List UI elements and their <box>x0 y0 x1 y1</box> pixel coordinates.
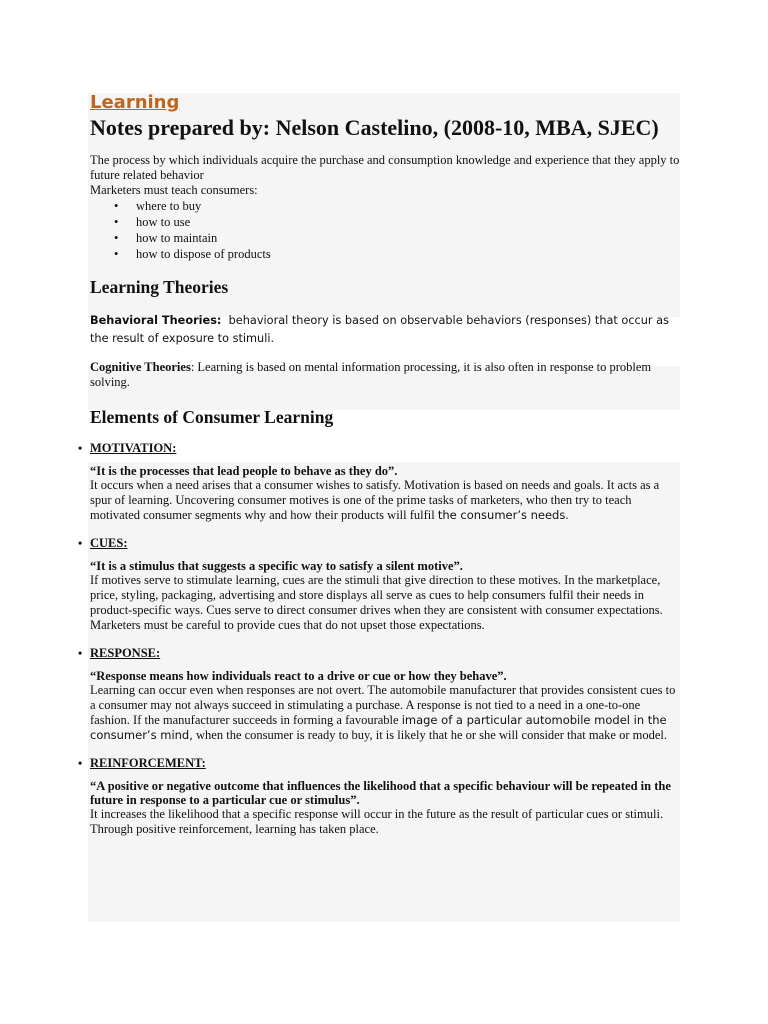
learning-theories-heading: Learning Theories <box>90 277 229 297</box>
teach-list <box>90 198 680 262</box>
marketers-teach-line: Marketers must teach consumers: <box>90 183 258 197</box>
cues-text: If motives serve to stimulate learning, cues are the stimuli that give direction to these motives. In the marketplace, price, styling, packaging, advertising and store displays all serve as cues to help consumers fulfil their needs in product-specific ways. Cues serve to direct consumer drives when they are consistent with consumer expectations. Marketers must be careful to provide cues that do not upset those expectations. <box>90 573 663 632</box>
motivation-section <box>78 440 680 523</box>
list-item: • where to buy <box>114 199 202 213</box>
behavioral-theories-text: behavioral theory is based on observable behaviors (responses) that occur as the result of exposure to stimuli. <box>90 314 669 345</box>
bullet-icon: • <box>114 231 119 245</box>
motivation-text: It occurs when a need arises that a consumer wishes to satisfy. Motivation is based on needs and goals. It acts as a spur of learning. Uncovering consumer motives is one of the prime tasks of marketers, who then try to teach motivated consumer segments why and how their products will fulfil the consumer’s needs. <box>90 478 660 522</box>
bullet-icon: • <box>114 199 119 213</box>
list-item: • how to maintain <box>114 231 218 245</box>
motivation-quote: “It is the processes that lead people to behave as they do”. <box>90 464 398 478</box>
bullet-icon: • <box>114 215 119 229</box>
reinforcement-quote: “A positive or negative outcome that influences the likelihood that a specific behaviour will be repeated in the future in response to a particular cue or stimulus”. <box>90 779 671 807</box>
cognitive-theories-text: : Learning is based on mental information processing, it is also often in response to problem solving. <box>90 360 652 389</box>
response-section <box>78 645 680 743</box>
behavioral-theories-paragraph <box>90 312 680 348</box>
response-text: Learning can occur even when responses are not overt. The automobile manufacturer that provides consistent cues to a consumer may not always succeed in stimulating a purchase. A response is not tied to a need in a one-to-one fashion. If the manufacturer succeeds in forming a favourable image of a particular automobile model in the consumer’s mind, when the consumer is ready to buy, it is likely that he or she will consider that make or model. <box>90 683 676 742</box>
bullet-icon: • <box>114 247 119 261</box>
reinforcement-section <box>78 755 680 837</box>
prepared-by-heading: Notes prepared by: Nelson Castelino, (2008-10, MBA, SJEC) <box>90 115 659 140</box>
reinforcement-heading: • REINFORCEMENT: <box>78 756 206 770</box>
list-item: • how to use <box>114 215 191 229</box>
bullet-icon: • <box>78 441 83 455</box>
response-heading: • RESPONSE: <box>78 646 161 660</box>
cues-section <box>78 535 680 633</box>
cognitive-theories-paragraph <box>90 360 680 390</box>
cognitive-theories-label: Cognitive Theories <box>90 360 191 374</box>
bullet-icon: • <box>78 756 83 770</box>
document-content <box>78 92 680 837</box>
motivation-heading: • MOTIVATION: <box>78 441 177 455</box>
learning-definition: The process by which individuals acquire the purchase and consumption knowledge and experience that they apply to future related behavior <box>90 153 680 182</box>
elements-heading: Elements of Consumer Learning <box>90 407 334 427</box>
document-title-link[interactable]: Learning <box>90 92 180 113</box>
reinforcement-text: It increases the likelihood that a specific response will occur in the future as the result of particular cues or stimuli. Through positive reinforcement, learning has taken place. <box>90 807 664 836</box>
response-quote: “Response means how individuals react to a drive or cue or how they behave”. <box>90 669 507 683</box>
bullet-icon: • <box>78 646 83 660</box>
list-item: • how to dispose of products <box>114 247 271 261</box>
bullet-icon: • <box>78 536 83 550</box>
cues-heading: • CUES: <box>78 536 128 550</box>
cues-quote: “It is a stimulus that suggests a specific way to satisfy a silent motive”. <box>90 559 463 573</box>
behavioral-theories-label: Behavioral Theories: <box>90 314 222 327</box>
